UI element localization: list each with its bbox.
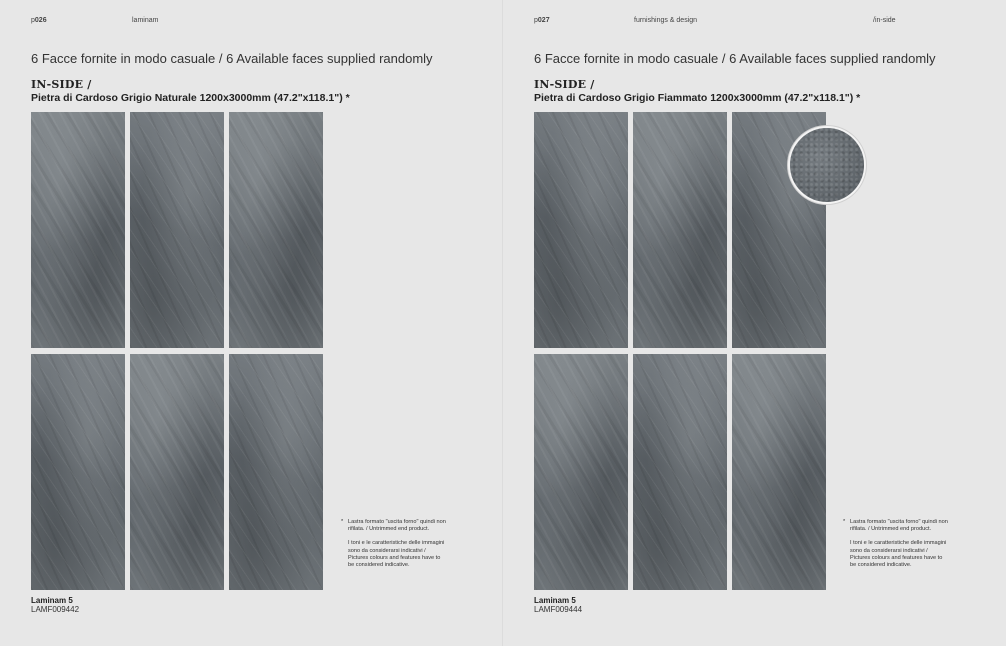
colour-disclaimer: I toni e le caratteristiche delle immagini sono da considerarsi indicativi / Pictures colours and features have to be considered indicative. <box>348 540 445 569</box>
slab-face <box>229 354 323 590</box>
texture-detail-magnifier <box>788 126 866 204</box>
page-number: p026 <box>31 17 47 24</box>
product-title: Pietra di Cardoso Grigio Fiammato 1200x3000mm (47.2"x118.1") * <box>534 92 861 104</box>
product-notes <box>341 519 446 576</box>
running-head: laminam <box>132 17 159 24</box>
footer-brand: Laminam 5 <box>534 596 576 605</box>
slab-face <box>130 354 224 590</box>
tagline: 6 Facce fornite in modo casuale / 6 Available faces supplied randomly <box>534 51 936 66</box>
right-page <box>503 0 1006 646</box>
product-code: LAMF009442 <box>31 605 80 614</box>
tagline: 6 Facce fornite in modo casuale / 6 Available faces supplied randomly <box>31 51 433 66</box>
product-notes <box>843 519 948 576</box>
slab-face <box>534 354 628 590</box>
slab-face <box>31 112 125 348</box>
slab-faces-grid <box>31 112 325 590</box>
running-head: furnishings & design <box>634 17 698 24</box>
footer-brand: Laminam 5 <box>31 596 73 605</box>
slab-face <box>229 112 323 348</box>
product-code: LAMF009444 <box>534 605 583 614</box>
collection-name: IN-SIDE / <box>534 78 595 91</box>
slab-face <box>534 112 628 348</box>
page-number: p027 <box>534 17 550 24</box>
slab-face <box>31 354 125 590</box>
slab-face <box>732 354 826 590</box>
footnote-star: * <box>341 519 344 525</box>
untrimmed-note: Lastra formato "uscita forno" quindi non rifilata. / Untrimmed end product. <box>850 519 948 533</box>
footnote-star: * <box>843 519 846 525</box>
slab-face <box>633 112 727 348</box>
untrimmed-note: Lastra formato "uscita forno" quindi non rifilata. / Untrimmed end product. <box>348 519 446 533</box>
product-title: Pietra di Cardoso Grigio Naturale 1200x3000mm (47.2"x118.1") * <box>31 92 350 104</box>
section-tag: /in-side <box>873 17 896 24</box>
colour-disclaimer: I toni e le caratteristiche delle immagini sono da considerarsi indicativi / Pictures colours and features have to be considered indicative. <box>850 540 947 569</box>
slab-face <box>633 354 727 590</box>
collection-name: IN-SIDE / <box>31 78 92 91</box>
slab-face <box>130 112 224 348</box>
slab-faces-grid <box>534 112 828 590</box>
